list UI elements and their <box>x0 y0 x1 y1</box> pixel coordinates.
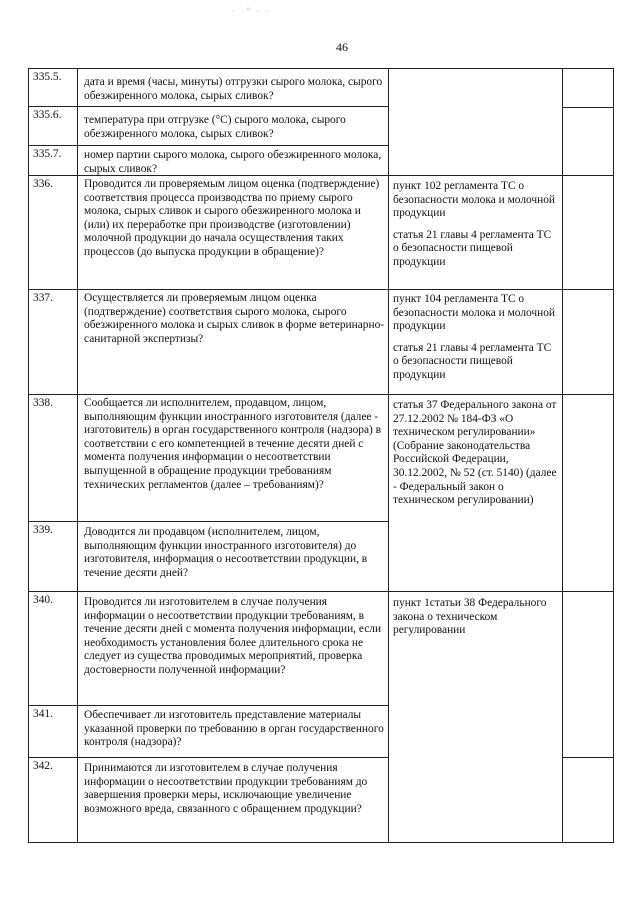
last-col-separator <box>562 757 614 758</box>
row-separator <box>28 289 614 290</box>
page-number: 46 <box>336 40 348 54</box>
row-number: 335.7. <box>33 148 62 160</box>
table-border-left <box>28 68 29 842</box>
row-separator <box>28 145 389 146</box>
row-number: 338. <box>33 397 53 409</box>
row-number: 340. <box>33 594 53 606</box>
row-number: 339. <box>33 524 53 536</box>
question-text: дата и время (часы, минуты) отгрузки сырого молока, сырого обезжиренного молока, сырых сливок? <box>84 76 383 102</box>
row-number: 337. <box>33 292 53 304</box>
table-border-right <box>613 68 614 842</box>
reference-paragraph: пункт 102 регламента ТС о безопасности молока и молочной продукции <box>393 180 556 220</box>
row-number: 336. <box>33 178 53 190</box>
row-separator <box>28 757 389 758</box>
legal-reference <box>393 597 558 638</box>
reference-paragraph: статья 37 Федерального закона от 27.12.2002 № 184-ФЗ «О техническом регулировании» (Собрание законодательства Российской Федерации, 30.12.2002, № 52 (ст. 5140) (далее - Федеральный закон о техническом регулировании) <box>393 399 557 507</box>
table-border-bottom <box>28 842 614 843</box>
reference-paragraph: статья 21 главы 4 регламента ТС о безопасности пищевой продукции <box>393 228 552 268</box>
question-text: Сообщается ли исполнителем, продавцом, лицом, выполняющим функции иностранного изготовителя (далее - изготовитель) в орган государственного контроля (надзора) в соответствии с его компетенцией в течение десяти дней с момента получения информации о несоответствии выпущенной в обращение продукции требованиям технических регламентов (далее – требованиям)? <box>84 397 382 491</box>
reference-paragraph: статья 21 главы 4 регламента ТС о безопасности пищевой продукции <box>393 341 552 381</box>
table-border-top <box>28 68 614 69</box>
row-separator <box>28 106 389 107</box>
scan-mark: · ·° · · <box>232 6 271 16</box>
question-text: Осуществляется ли проверяемым лицом оценка (подтверждение) соответствия сырого молока, сырого обезжиренного молока и сырых сливок в форме ветеринарно-санитарной экспертизы? <box>84 292 385 345</box>
legal-reference <box>393 399 558 508</box>
row-number: 341. <box>33 708 53 720</box>
reference-paragraph: пункт 1статьи 38 Федерального закона о техническом регулировании <box>393 597 547 637</box>
row-separator <box>28 394 614 395</box>
table-divider-question <box>388 68 389 842</box>
question-text: Обеспечивает ли изготовитель представление материалы указанной проверки по требованию в орган государственного контроля (надзора)? <box>84 709 384 749</box>
row-number: 342. <box>33 760 53 772</box>
row-number: 335.6. <box>33 109 62 121</box>
question-text: температура при отгрузке (°С) сырого молока, сырого обезжиренного молока, сырых сливок? <box>84 114 346 140</box>
row-number: 335.5. <box>33 71 62 83</box>
row-separator <box>28 521 389 522</box>
reference-paragraph: пункт 104 регламента ТС о безопасности молока и молочной продукции <box>393 293 556 333</box>
question-text: Проводится ли проверяемым лицом оценка (подтверждение) соответствия процесса производства по приему сырого молока, сырых сливок и сырого обезжиренного молока и (или) их переработке при производстве (изготовлении) молочной продукции до начала осуществления таких процессов (до выпуска продукции в обращение)? <box>84 178 380 258</box>
question-text: Принимаются ли изготовителем в случае получения информации о несоответствии продукции требованиям до завершения проверки меры, исключающие увеличение возможного вреда, связанного с обращением продукции? <box>84 762 368 815</box>
row-separator <box>28 591 614 592</box>
question-text: Проводится ли изготовителем в случае получения информации о несоответствии продукции требованиям, в течение десяти дней с момента получения информации, если необходимость установления более длительного срока не следует из существа проводимых мероприятий, проверка достоверности полученной информации? <box>84 596 382 676</box>
row-separator <box>28 705 389 706</box>
question-text: Доводится ли продавцом (исполнителем, лицом, выполняющим функции иностранного изготовителя) до изготовителя, информация о несоответствии продукции, в течение десяти дней? <box>84 526 368 579</box>
last-col-separator <box>562 107 614 108</box>
table-divider-ref <box>562 68 563 842</box>
legal-reference <box>393 180 558 270</box>
legal-reference <box>393 293 558 383</box>
table-divider-num <box>77 68 78 842</box>
question-text: номер партии сырого молока, сырого обезжиренного молока, сырых сливок? <box>84 149 382 175</box>
